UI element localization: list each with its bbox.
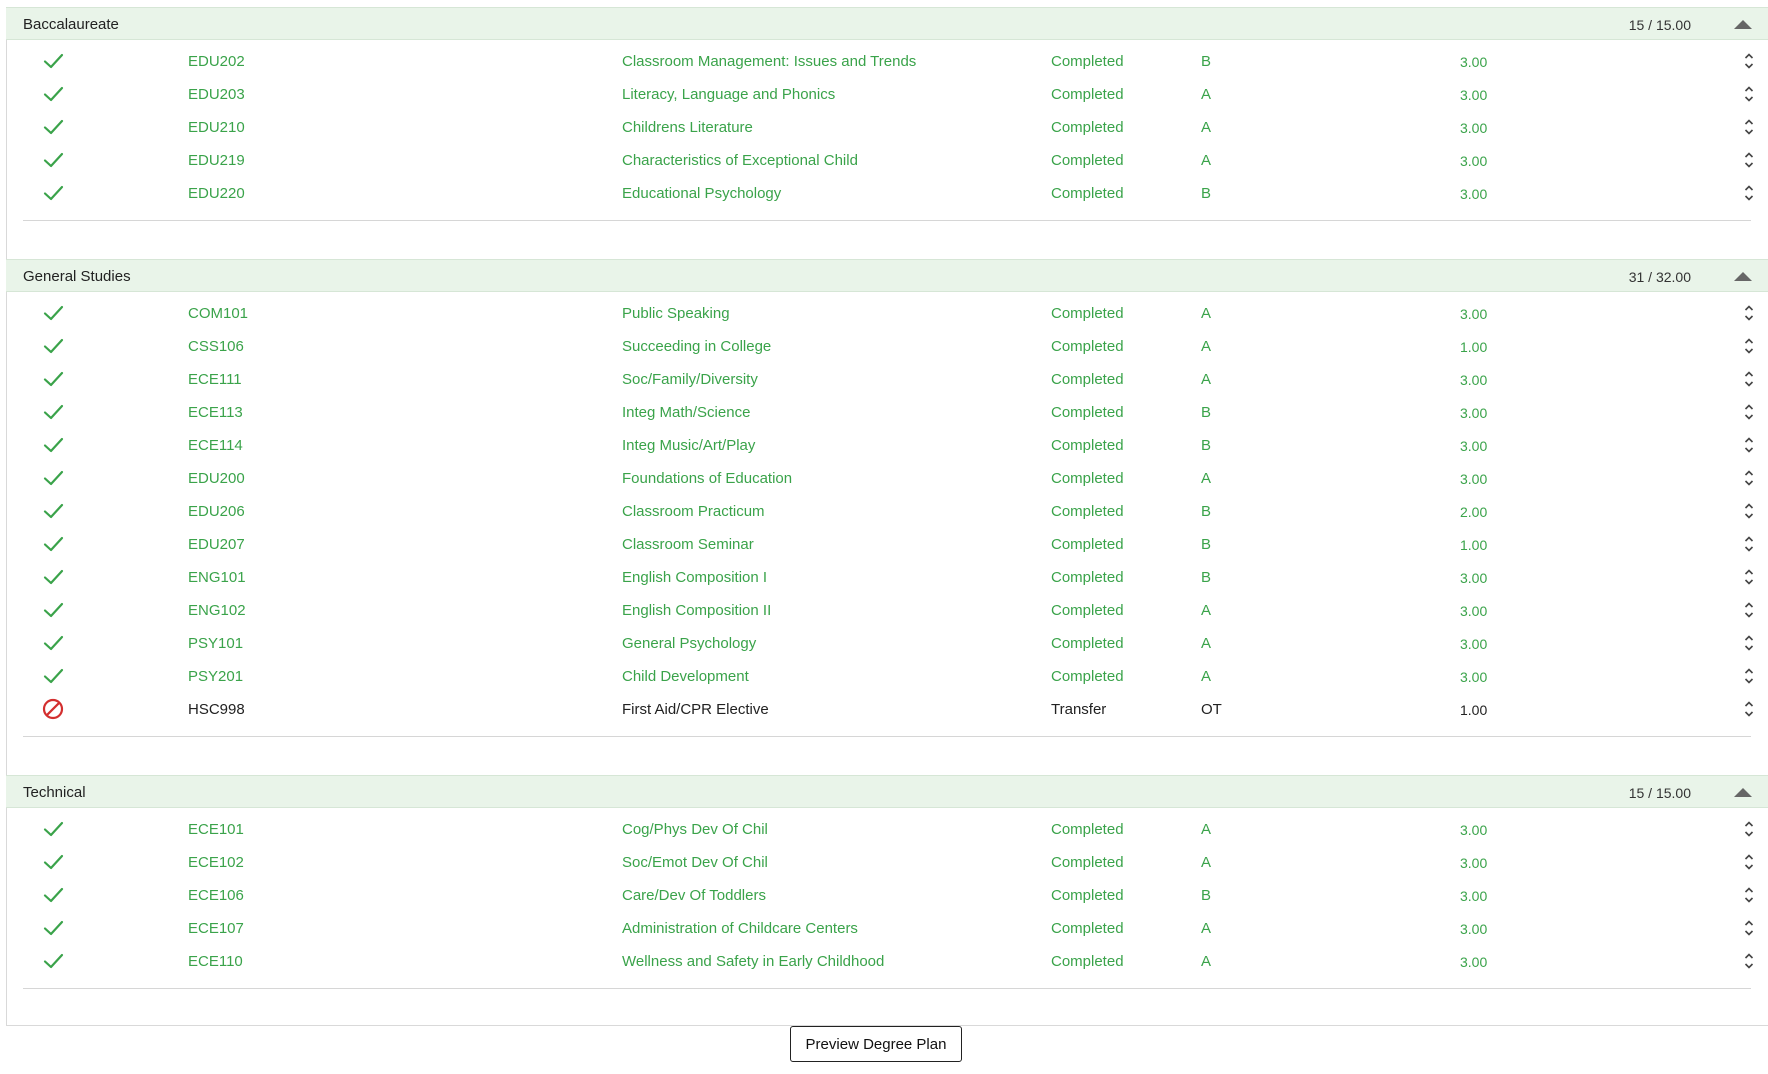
course-grade: A <box>1201 305 1212 322</box>
course-code: EDU200 <box>188 470 245 487</box>
course-title: General Psychology <box>622 635 757 652</box>
sort-handle-icon[interactable] <box>1743 534 1755 554</box>
course-title: Classroom Management: Issues and Trends <box>622 53 917 70</box>
course-credits: 3.00 <box>1460 438 1488 454</box>
course-list <box>6 292 1768 776</box>
course-grade: A <box>1201 602 1212 619</box>
sort-handle-icon[interactable] <box>1743 303 1755 323</box>
check-icon <box>41 466 65 490</box>
course-status: Completed <box>1051 536 1124 553</box>
course-title: Public Speaking <box>622 305 730 322</box>
course-row[interactable] <box>6 813 1768 846</box>
course-code: ECE107 <box>188 920 244 937</box>
course-title: Cog/Phys Dev Of Chil <box>622 821 768 838</box>
check-icon <box>41 334 65 358</box>
course-credits: 1.00 <box>1460 339 1488 355</box>
course-code: PSY101 <box>188 635 244 652</box>
course-row[interactable] <box>6 78 1768 111</box>
course-code: EDU210 <box>188 119 245 136</box>
course-row[interactable] <box>6 330 1768 363</box>
course-grade: B <box>1201 569 1212 586</box>
course-row[interactable] <box>6 462 1768 495</box>
sort-handle-icon[interactable] <box>1743 666 1755 686</box>
course-status: Completed <box>1051 635 1124 652</box>
course-row[interactable] <box>6 945 1768 978</box>
check-icon <box>41 400 65 424</box>
section-title: Baccalaureate <box>23 16 119 33</box>
course-row[interactable] <box>6 297 1768 330</box>
course-row[interactable] <box>6 144 1768 177</box>
course-credits: 3.00 <box>1460 405 1488 421</box>
check-icon <box>41 82 65 106</box>
sort-handle-icon[interactable] <box>1743 819 1755 839</box>
section-divider <box>23 220 1751 221</box>
section-general-studies <box>6 259 1768 776</box>
course-grade: A <box>1201 668 1212 685</box>
course-status: Completed <box>1051 371 1124 388</box>
course-credits: 3.00 <box>1460 822 1488 838</box>
course-title: Integ Math/Science <box>622 404 751 421</box>
collapse-icon[interactable] <box>1732 267 1754 285</box>
course-code: ECE114 <box>188 437 243 454</box>
course-grade: A <box>1201 119 1212 136</box>
course-code: ECE102 <box>188 854 244 871</box>
section-divider <box>23 988 1751 989</box>
course-row[interactable] <box>6 45 1768 78</box>
course-row[interactable] <box>6 594 1768 627</box>
course-status: Completed <box>1051 821 1124 838</box>
course-code: EDU203 <box>188 86 245 103</box>
sort-handle-icon[interactable] <box>1743 852 1755 872</box>
course-code: EDU220 <box>188 185 245 202</box>
sort-handle-icon[interactable] <box>1743 183 1755 203</box>
sort-handle-icon[interactable] <box>1743 51 1755 71</box>
check-icon <box>41 301 65 325</box>
course-status: Completed <box>1051 569 1124 586</box>
course-code: PSY201 <box>188 668 244 685</box>
collapse-icon[interactable] <box>1732 783 1754 801</box>
section-credits: 31 / 32.00 <box>1628 269 1691 285</box>
course-status: Completed <box>1051 119 1124 136</box>
course-grade: B <box>1201 536 1212 553</box>
check-icon <box>41 148 65 172</box>
course-status: Completed <box>1051 185 1124 202</box>
course-grade: A <box>1201 338 1212 355</box>
course-status: Completed <box>1051 53 1124 70</box>
check-icon <box>41 499 65 523</box>
course-credits: 3.00 <box>1460 87 1488 103</box>
course-grade: B <box>1201 53 1212 70</box>
sort-handle-icon[interactable] <box>1743 567 1755 587</box>
check-icon <box>41 883 65 907</box>
course-credits: 3.00 <box>1460 888 1488 904</box>
course-row[interactable] <box>6 429 1768 462</box>
course-code: ENG102 <box>188 602 246 619</box>
course-status: Completed <box>1051 152 1124 169</box>
sort-handle-icon[interactable] <box>1743 600 1755 620</box>
check-icon <box>41 565 65 589</box>
course-row[interactable] <box>6 693 1768 726</box>
course-credits: 3.00 <box>1460 186 1488 202</box>
course-credits: 3.00 <box>1460 669 1488 685</box>
section-header[interactable] <box>6 7 1768 40</box>
course-credits: 3.00 <box>1460 471 1488 487</box>
course-grade: A <box>1201 371 1212 388</box>
course-row[interactable] <box>6 111 1768 144</box>
check-icon <box>41 532 65 556</box>
course-status: Completed <box>1051 602 1124 619</box>
course-row[interactable] <box>6 561 1768 594</box>
course-grade: B <box>1201 503 1212 520</box>
course-title: Classroom Practicum <box>622 503 765 520</box>
course-grade: B <box>1201 437 1212 454</box>
course-status: Completed <box>1051 470 1124 487</box>
sort-handle-icon[interactable] <box>1743 150 1755 170</box>
sort-handle-icon[interactable] <box>1743 501 1755 521</box>
section-header[interactable] <box>6 259 1768 292</box>
preview-degree-plan-button[interactable]: Preview Degree Plan <box>790 1026 962 1062</box>
course-title: English Composition I <box>622 569 768 586</box>
sort-handle-icon[interactable] <box>1743 117 1755 137</box>
sort-handle-icon[interactable] <box>1743 918 1755 938</box>
course-credits: 3.00 <box>1460 603 1488 619</box>
course-row[interactable] <box>6 495 1768 528</box>
section-baccalaureate <box>6 7 1768 240</box>
course-grade: B <box>1201 887 1212 904</box>
course-grade: A <box>1201 470 1212 487</box>
course-title: Foundations of Education <box>622 470 793 487</box>
course-grade: A <box>1201 152 1212 169</box>
course-grade: B <box>1201 404 1212 421</box>
course-code: EDU219 <box>188 152 245 169</box>
course-title: Child Development <box>622 668 749 685</box>
course-status: Completed <box>1051 404 1124 421</box>
sort-handle-icon[interactable] <box>1743 402 1755 422</box>
check-icon <box>41 817 65 841</box>
section-credits: 15 / 15.00 <box>1628 17 1691 33</box>
sort-handle-icon[interactable] <box>1743 699 1755 719</box>
course-credits: 3.00 <box>1460 120 1488 136</box>
course-title: Administration of Childcare Centers <box>622 920 858 937</box>
course-credits: 3.00 <box>1460 570 1488 586</box>
course-row[interactable] <box>6 660 1768 693</box>
course-credits: 3.00 <box>1460 921 1488 937</box>
course-title: Integ Music/Art/Play <box>622 437 756 454</box>
check-icon <box>41 367 65 391</box>
section-title: General Studies <box>23 268 131 285</box>
course-title: Soc/Emot Dev Of Chil <box>622 854 768 871</box>
course-credits: 1.00 <box>1460 702 1488 718</box>
section-divider <box>23 736 1751 737</box>
course-row[interactable] <box>6 177 1768 210</box>
course-code: ECE101 <box>188 821 244 838</box>
check-icon <box>41 115 65 139</box>
check-icon <box>41 949 65 973</box>
course-code: COM101 <box>188 305 249 322</box>
course-row[interactable] <box>6 879 1768 912</box>
section-credits: 15 / 15.00 <box>1628 785 1691 801</box>
course-title: Childrens Literature <box>622 119 753 136</box>
course-status: Completed <box>1051 854 1124 871</box>
course-code: ECE106 <box>188 887 244 904</box>
course-credits: 2.00 <box>1460 504 1488 520</box>
course-credits: 3.00 <box>1460 372 1488 388</box>
course-title: English Composition II <box>622 602 772 619</box>
course-grade: A <box>1201 86 1212 103</box>
course-status: Completed <box>1051 338 1124 355</box>
check-icon <box>41 49 65 73</box>
sort-handle-icon[interactable] <box>1743 369 1755 389</box>
course-title: Succeeding in College <box>622 338 772 355</box>
course-code: EDU202 <box>188 53 245 70</box>
course-code: EDU206 <box>188 503 245 520</box>
sort-handle-icon[interactable] <box>1743 435 1755 455</box>
course-title: Characteristics of Exceptional Child <box>622 152 858 169</box>
course-row[interactable] <box>6 912 1768 945</box>
course-status: Completed <box>1051 86 1124 103</box>
course-grade: A <box>1201 953 1212 970</box>
course-title: Classroom Seminar <box>622 536 754 553</box>
course-row[interactable] <box>6 363 1768 396</box>
course-grade: B <box>1201 185 1212 202</box>
course-row[interactable] <box>6 396 1768 429</box>
course-code: ECE110 <box>188 953 243 970</box>
collapse-icon[interactable] <box>1732 15 1754 33</box>
sort-handle-icon[interactable] <box>1743 951 1755 971</box>
check-icon <box>41 433 65 457</box>
course-row[interactable] <box>6 627 1768 660</box>
section-technical <box>6 775 1768 1008</box>
course-title: Soc/Family/Diversity <box>622 371 758 388</box>
course-credits: 3.00 <box>1460 954 1488 970</box>
course-status: Transfer <box>1051 701 1107 718</box>
check-icon <box>41 850 65 874</box>
check-icon <box>41 181 65 205</box>
course-code: ENG101 <box>188 569 246 586</box>
sort-handle-icon[interactable] <box>1743 84 1755 104</box>
course-status: Completed <box>1051 437 1124 454</box>
course-grade: A <box>1201 854 1212 871</box>
sort-handle-icon[interactable] <box>1743 885 1755 905</box>
sort-handle-icon[interactable] <box>1743 633 1755 653</box>
course-row[interactable] <box>6 846 1768 879</box>
course-credits: 3.00 <box>1460 636 1488 652</box>
section-title: Technical <box>23 784 86 801</box>
course-title: Care/Dev Of Toddlers <box>622 887 766 904</box>
course-credits: 3.00 <box>1460 306 1488 322</box>
course-title: First Aid/CPR Elective <box>622 701 769 718</box>
course-status: Completed <box>1051 920 1124 937</box>
course-grade: A <box>1201 821 1212 838</box>
course-title: Literacy, Language and Phonics <box>622 86 836 103</box>
prohibited-icon <box>41 697 65 721</box>
course-status: Completed <box>1051 668 1124 685</box>
check-icon <box>41 598 65 622</box>
course-code: ECE111 <box>188 371 242 388</box>
course-credits: 3.00 <box>1460 54 1488 70</box>
course-list <box>6 40 1768 240</box>
course-list <box>6 808 1768 1008</box>
course-credits: 3.00 <box>1460 153 1488 169</box>
course-grade: A <box>1201 920 1212 937</box>
course-credits: 1.00 <box>1460 537 1488 553</box>
course-title: Educational Psychology <box>622 185 782 202</box>
check-icon <box>41 631 65 655</box>
section-header[interactable] <box>6 775 1768 808</box>
course-status: Completed <box>1051 953 1124 970</box>
course-code: EDU207 <box>188 536 245 553</box>
course-status: Completed <box>1051 305 1124 322</box>
course-code: HSC998 <box>188 701 245 718</box>
course-status: Completed <box>1051 887 1124 904</box>
check-icon <box>41 916 65 940</box>
sort-handle-icon[interactable] <box>1743 468 1755 488</box>
course-credits: 3.00 <box>1460 855 1488 871</box>
check-icon <box>41 664 65 688</box>
course-title: Wellness and Safety in Early Childhood <box>622 953 885 970</box>
course-grade: A <box>1201 635 1212 652</box>
sort-handle-icon[interactable] <box>1743 336 1755 356</box>
course-code: CSS106 <box>188 338 244 355</box>
course-row[interactable] <box>6 528 1768 561</box>
course-grade: OT <box>1201 701 1222 718</box>
course-status: Completed <box>1051 503 1124 520</box>
course-code: ECE113 <box>188 404 243 421</box>
